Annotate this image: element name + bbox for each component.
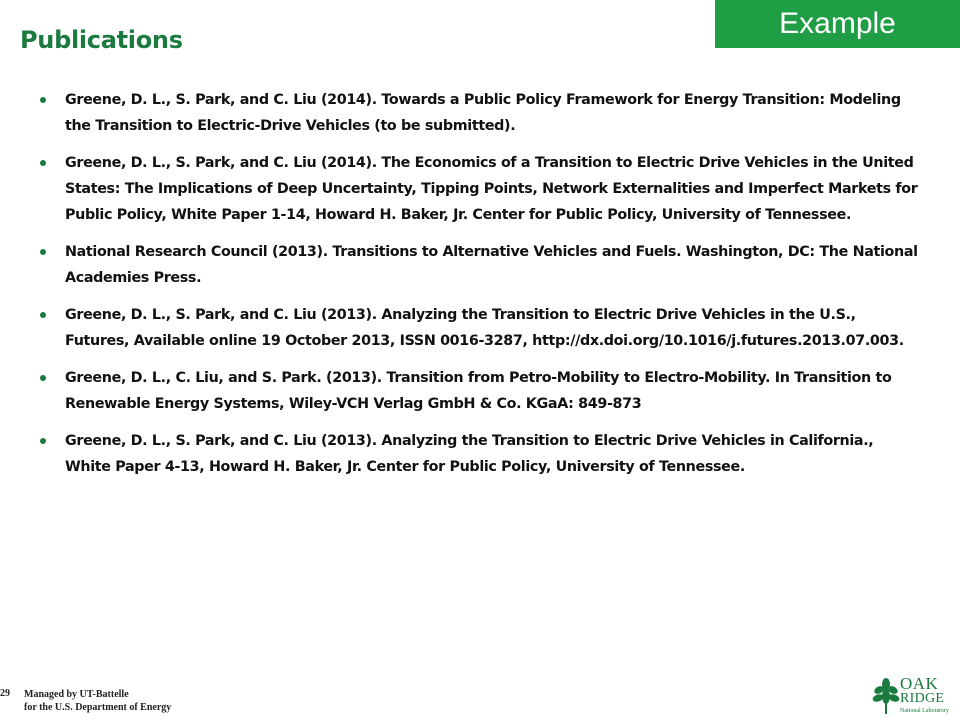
publication-text: National Research Council (2013). Transitions to Alternative Vehicles and Fuels. Washington, DC: The National Academies Press.	[65, 244, 918, 286]
footer-managed-by	[24, 688, 171, 714]
bullet-icon	[40, 375, 46, 381]
oak-leaf-icon	[872, 676, 900, 716]
publication-text: Greene, D. L., S. Park, and C. Liu (2014). The Economics of a Transition to Electric Drive Vehicles in the United States: The Implications of Deep Uncertainty, Tipping Points, Network Externalities and Imperfect Markets for Public Policy, White Paper 1-14, Howard H. Baker, Jr. Center for Public Policy, University of Tennessee.	[65, 155, 918, 223]
page-number: 29	[0, 688, 10, 699]
bullet-icon	[40, 97, 46, 103]
bullet-icon	[40, 249, 46, 255]
publication-text: Greene, D. L., S. Park, and C. Liu (2014). Towards a Public Policy Framework for Energy Transition: Modeling the Transition to Electric-Drive Vehicles (to be submitted).	[65, 92, 901, 134]
logo-text-ridge: RIDGE	[900, 691, 945, 706]
logo-text-oak: OAK	[900, 674, 939, 693]
page-title: Publications	[20, 26, 183, 54]
bullet-icon	[40, 438, 46, 444]
publication-item	[38, 239, 918, 291]
publication-list	[38, 87, 918, 491]
example-badge-label: Example	[779, 7, 896, 40]
example-badge	[715, 0, 960, 48]
publication-text: Greene, D. L., S. Park, and C. Liu (2013). Analyzing the Transition to Electric Drive Vehicles in California., White Paper 4-13, Howard H. Baker, Jr. Center for Public Policy, University of Tennessee.	[65, 433, 874, 475]
bullet-icon	[40, 312, 46, 318]
publication-item	[38, 302, 918, 354]
footer-line-1: Managed by UT-Battelle	[24, 689, 129, 700]
publication-item	[38, 428, 918, 480]
footer-line-2: for the U.S. Department of Energy	[24, 702, 172, 713]
ornl-logo	[872, 674, 958, 718]
bullet-icon	[40, 160, 46, 166]
publication-text: Greene, D. L., S. Park, and C. Liu (2013). Analyzing the Transition to Electric Drive Vehicles in the U.S., Futures, Available online 19 October 2013, ISSN 0016-3287, http://dx.doi.org/10.1016/j.futures.2013.07.003.	[65, 307, 904, 349]
publication-item	[38, 150, 918, 228]
logo-text-national-laboratory: National Laboratory	[900, 708, 949, 714]
publication-text: Greene, D. L., C. Liu, and S. Park. (2013). Transition from Petro-Mobility to Electro-Mobility. In Transition to Renewable Energy Systems, Wiley-VCH Verlag GmbH & Co. KGaA: 849-873	[65, 370, 892, 412]
publication-item	[38, 365, 918, 417]
publication-item	[38, 87, 918, 139]
